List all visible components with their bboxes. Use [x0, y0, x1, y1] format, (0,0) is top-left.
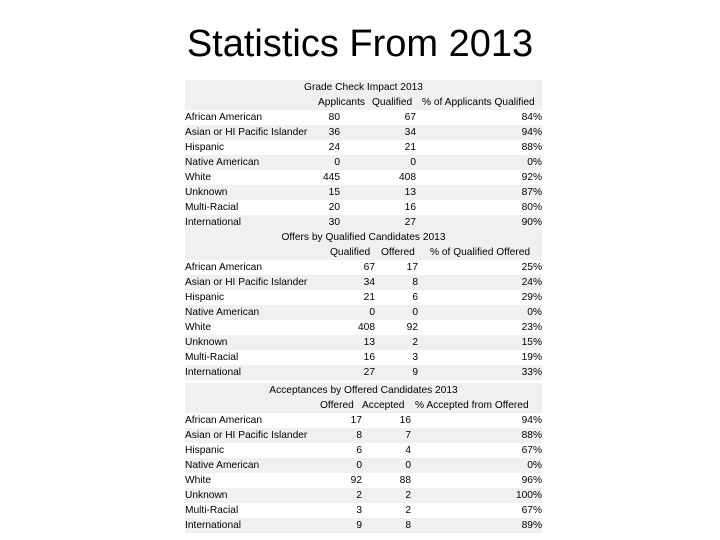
cell-value: 9: [356, 520, 362, 531]
row-label: White: [185, 475, 212, 486]
cell-value: 17: [406, 262, 418, 273]
table-row: [185, 125, 542, 140]
column-header: % Accepted from Offered: [415, 400, 529, 411]
row-label: Hispanic: [185, 445, 225, 456]
cell-value: 16: [363, 352, 375, 363]
table-title: Grade Check Impact 2013: [304, 82, 423, 93]
cell-value: 408: [399, 172, 416, 183]
grade-check-table: [185, 80, 542, 230]
cell-value: 9: [412, 367, 418, 378]
column-header: Qualified: [330, 247, 371, 258]
cell-percent: 94%: [521, 127, 542, 138]
cell-percent: 24%: [521, 277, 542, 288]
table-row: [185, 443, 542, 458]
column-header: % of Applicants Qualified: [422, 97, 535, 108]
row-label: Native American: [185, 460, 260, 471]
cell-percent: 19%: [521, 352, 542, 363]
cell-value: 30: [328, 217, 340, 228]
column-header: Qualified: [372, 97, 413, 108]
table-row: [185, 335, 542, 350]
cell-percent: 15%: [521, 337, 542, 348]
cell-value: 67: [404, 112, 416, 123]
slide-title: Statistics From 2013: [186, 23, 534, 65]
row-label: African American: [185, 415, 263, 426]
row-label: Hispanic: [185, 142, 225, 153]
cell-value: 2: [405, 490, 411, 501]
table-header-row: [185, 95, 542, 110]
row-label: International: [185, 367, 242, 378]
row-label: Hispanic: [185, 292, 225, 303]
table-title: Offers by Qualified Candidates 2013: [281, 232, 446, 243]
column-header: Offered: [320, 400, 354, 411]
cell-value: 16: [399, 415, 411, 426]
cell-value: 2: [405, 505, 411, 516]
table-row: [185, 320, 542, 335]
row-label: International: [185, 217, 242, 228]
column-header: Accepted: [362, 400, 405, 411]
cell-value: 3: [356, 505, 362, 516]
cell-value: 2: [412, 337, 418, 348]
cell-value: 0: [410, 157, 416, 168]
cell-value: 8: [405, 520, 411, 531]
table-row: [185, 185, 542, 200]
table-row: [185, 365, 542, 380]
row-label: Native American: [185, 307, 260, 318]
table-title-row: [185, 383, 542, 398]
row-label: Native American: [185, 157, 260, 168]
cell-value: 3: [412, 352, 418, 363]
table-header-row: [185, 398, 542, 413]
cell-value: 92: [406, 322, 418, 333]
cell-percent: 33%: [521, 367, 542, 378]
row-label: Unknown: [185, 490, 228, 501]
table-row: [185, 428, 542, 443]
table-row: [185, 110, 542, 125]
cell-percent: 92%: [521, 172, 542, 183]
cell-percent: 96%: [521, 475, 542, 486]
cell-value: 2: [356, 490, 362, 501]
column-header: % of Qualified Offered: [430, 247, 531, 258]
row-label: Unknown: [185, 187, 228, 198]
cell-value: 15: [328, 187, 340, 198]
cell-percent: 29%: [521, 292, 542, 303]
table-row: [185, 140, 542, 155]
cell-value: 8: [356, 430, 362, 441]
cell-value: 6: [412, 292, 418, 303]
cell-value: 36: [328, 127, 340, 138]
cell-percent: 67%: [521, 505, 542, 516]
table-row: [185, 458, 542, 473]
row-label: African American: [185, 262, 263, 273]
row-label: International: [185, 520, 242, 531]
cell-percent: 87%: [521, 187, 542, 198]
cell-percent: 23%: [521, 322, 542, 333]
cell-percent: 0%: [527, 157, 542, 168]
cell-value: 67: [363, 262, 375, 273]
table-row: [185, 305, 542, 320]
cell-value: 80: [328, 112, 340, 123]
row-label: African American: [185, 112, 263, 123]
cell-value: 408: [358, 322, 375, 333]
table-row: [185, 503, 542, 518]
column-header: Offered: [381, 247, 415, 258]
cell-percent: 84%: [521, 112, 542, 123]
table-row: [185, 473, 542, 488]
cell-value: 6: [356, 445, 362, 456]
column-header: Applicants: [318, 97, 366, 108]
table-row: [185, 260, 542, 275]
table-header-row: [185, 245, 542, 260]
row-label: White: [185, 172, 212, 183]
cell-value: 21: [404, 142, 416, 153]
cell-value: 92: [350, 475, 362, 486]
row-label: Asian or HI Pacific Islander: [185, 430, 308, 441]
cell-value: 0: [405, 460, 411, 471]
row-label: Asian or HI Pacific Islander: [185, 127, 308, 138]
row-label: Multi-Racial: [185, 505, 239, 516]
cell-value: 445: [323, 172, 340, 183]
table-row: [185, 170, 542, 185]
table-row: [185, 215, 542, 230]
cell-percent: 80%: [521, 202, 542, 213]
row-label: Multi-Racial: [185, 352, 239, 363]
cell-value: 0: [356, 460, 362, 471]
cell-value: 13: [363, 337, 375, 348]
cell-value: 4: [405, 445, 411, 456]
cell-percent: 88%: [521, 142, 542, 153]
table-title-row: [185, 230, 542, 245]
cell-percent: 90%: [521, 217, 542, 228]
cell-value: 88: [399, 475, 411, 486]
cell-value: 8: [412, 277, 418, 288]
table-row: [185, 518, 542, 533]
table-row: [185, 350, 542, 365]
table-row: [185, 290, 542, 305]
acceptances-table: [185, 383, 542, 533]
table-row: [185, 200, 542, 215]
row-label: Asian or HI Pacific Islander: [185, 277, 308, 288]
cell-value: 16: [404, 202, 416, 213]
table-row: [185, 413, 542, 428]
offers-table: [185, 230, 542, 380]
cell-percent: 25%: [521, 262, 542, 273]
cell-value: 24: [328, 142, 340, 153]
cell-percent: 67%: [521, 445, 542, 456]
cell-value: 34: [363, 277, 375, 288]
cell-percent: 89%: [521, 520, 542, 531]
table-title: Acceptances by Offered Candidates 2013: [269, 385, 458, 396]
cell-value: 13: [404, 187, 416, 198]
cell-value: 27: [363, 367, 375, 378]
table-row: [185, 488, 542, 503]
table-title-row: [185, 80, 542, 95]
row-label: Multi-Racial: [185, 202, 239, 213]
cell-percent: 88%: [521, 430, 542, 441]
cell-value: 27: [404, 217, 416, 228]
row-label: Unknown: [185, 337, 228, 348]
cell-value: 7: [405, 430, 411, 441]
table-row: [185, 155, 542, 170]
cell-percent: 100%: [515, 490, 542, 501]
cell-value: 0: [334, 157, 340, 168]
table-row: [185, 275, 542, 290]
cell-percent: 0%: [527, 460, 542, 471]
cell-value: 17: [350, 415, 362, 426]
cell-value: 20: [328, 202, 340, 213]
cell-value: 21: [363, 292, 375, 303]
cell-value: 34: [404, 127, 416, 138]
cell-value: 0: [412, 307, 418, 318]
cell-percent: 94%: [521, 415, 542, 426]
cell-value: 0: [369, 307, 375, 318]
row-label: White: [185, 322, 212, 333]
cell-percent: 0%: [527, 307, 542, 318]
